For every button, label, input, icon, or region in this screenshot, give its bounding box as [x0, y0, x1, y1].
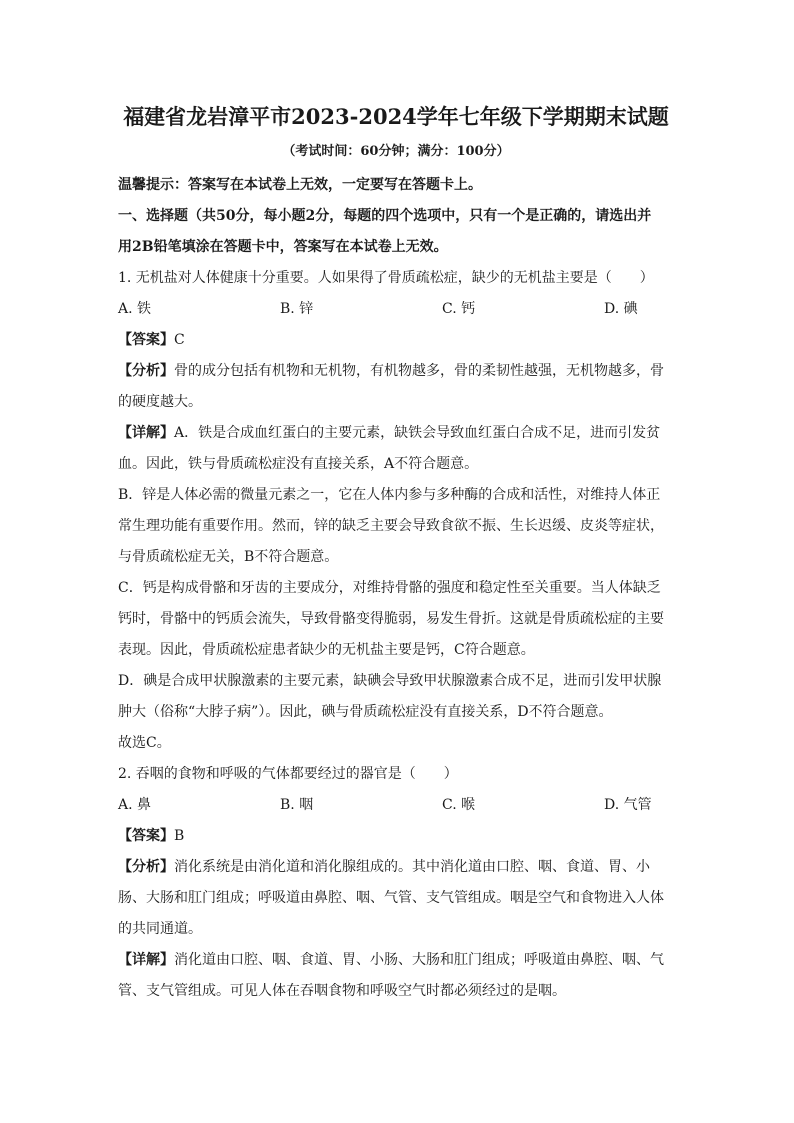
option-b: B. 咽 — [280, 797, 314, 813]
detail-line: 表现。因此，骨质疏松症患者缺少的无机盐主要是钙，C符合题意。 — [118, 642, 535, 658]
analysis-line: 消化系统是由消化道和消化腺组成的。其中消化道由口腔、咽、食道、胃、小 — [174, 859, 650, 875]
answer-value: B — [174, 828, 185, 844]
detail-line: 与骨质疏松症无关，B不符合题意。 — [118, 549, 339, 565]
page-content — [118, 102, 674, 1007]
detail-conclusion: 故选C。 — [118, 735, 171, 751]
detail-tag: 【详解】 — [118, 425, 174, 441]
question-2-answer — [118, 821, 674, 852]
question-1-detail — [118, 418, 674, 449]
detail-line: A．铁是合成血红蛋白的主要元素，缺铁会导致血红蛋白合成不足，进而引发贫 — [174, 425, 661, 441]
analysis-line: 肠、大肠和肛门组成；呼吸道由鼻腔、咽、气管、支气管组成。咽是空气和食物进入人体 — [118, 890, 664, 906]
question-1-analysis — [118, 356, 674, 387]
option-c: C. 钙 — [442, 301, 476, 317]
notice: 温馨提示：答案写在本试卷上无效，一定要写在答题卡上。 — [118, 177, 482, 193]
option-a: A. 铁 — [118, 301, 152, 317]
detail-line: 肿大（俗称“大脖子病”）。因此，碘与骨质疏松症没有直接关系，D不符合题意。 — [118, 704, 613, 720]
detail-line: 钙时，骨骼中的钙质会流失，导致骨骼变得脆弱，易发生骨折。这就是骨质疏松症的主要 — [118, 611, 664, 627]
option-c: C. 喉 — [442, 797, 476, 813]
detail-line: D．碘是合成甲状腺激素的主要元素，缺碘会导致甲状腺激素合成不足，进而引发甲状腺 — [118, 673, 662, 689]
analysis-tag: 【分析】 — [118, 859, 174, 875]
detail-line: 常生理功能有重要作用。然而，锌的缺乏主要会导致食欲不振、生长迟缓、皮炎等症状， — [118, 518, 664, 534]
question-2-options — [118, 790, 674, 821]
question-1-stem: 1. 无机盐对人体健康十分重要。人如果得了骨质疏松症，缺少的无机盐主要是（ ） — [118, 270, 654, 286]
question-2-stem: 2. 吞咽的食物和呼吸的气体都要经过的器官是（ ） — [118, 766, 458, 782]
detail-tag: 【详解】 — [118, 952, 174, 968]
analysis-line: 的共同通道。 — [118, 921, 202, 937]
section-heading-line-1: 一、选择题（共50分，每小题2分，每题的四个选项中，只有一个是正确的，请选出并 — [118, 208, 652, 224]
analysis-tag: 【分析】 — [118, 363, 174, 379]
option-a: A. 鼻 — [118, 797, 152, 813]
option-d: D. 碘 — [604, 301, 638, 317]
detail-line: 消化道由口腔、咽、食道、胃、小肠、大肠和肛门组成；呼吸道由鼻腔、咽、气 — [174, 952, 664, 968]
detail-line: 血。因此，铁与骨质疏松症没有直接关系，A不符合题意。 — [118, 456, 479, 472]
exam-info: （考试时间：60分钟；满分：100分） — [282, 144, 510, 159]
section-heading-line-2: 用2B铅笔填涂在答题卡中，答案写在本试卷上无效。 — [118, 239, 448, 255]
detail-line: B．锌是人体必需的微量元素之一，它在人体内参与多种酶的合成和活性，对维持人体正 — [118, 487, 661, 503]
answer-tag: 【答案】 — [118, 332, 174, 348]
page-title: 福建省龙岩漳平市2023-2024学年七年级下学期期末试题 — [123, 104, 669, 129]
option-b: B. 锌 — [280, 301, 314, 317]
question-2-analysis — [118, 852, 674, 883]
answer-tag: 【答案】 — [118, 828, 174, 844]
detail-line: 管、支气管组成。可见人体在吞咽食物和呼吸空气时都必须经过的是咽。 — [118, 983, 566, 999]
analysis-line: 的硬度越大。 — [118, 394, 202, 410]
answer-value: C — [174, 332, 185, 348]
option-d: D. 气管 — [604, 797, 652, 813]
question-1-options — [118, 294, 674, 325]
question-2-detail — [118, 945, 674, 976]
question-1-answer — [118, 325, 674, 356]
detail-line: C．钙是构成骨骼和牙齿的主要成分，对维持骨骼的强度和稳定性至关重要。当人体缺乏 — [118, 580, 661, 596]
analysis-line: 骨的成分包括有机物和无机物，有机物越多，骨的柔韧性越强，无机物越多，骨 — [174, 363, 664, 379]
